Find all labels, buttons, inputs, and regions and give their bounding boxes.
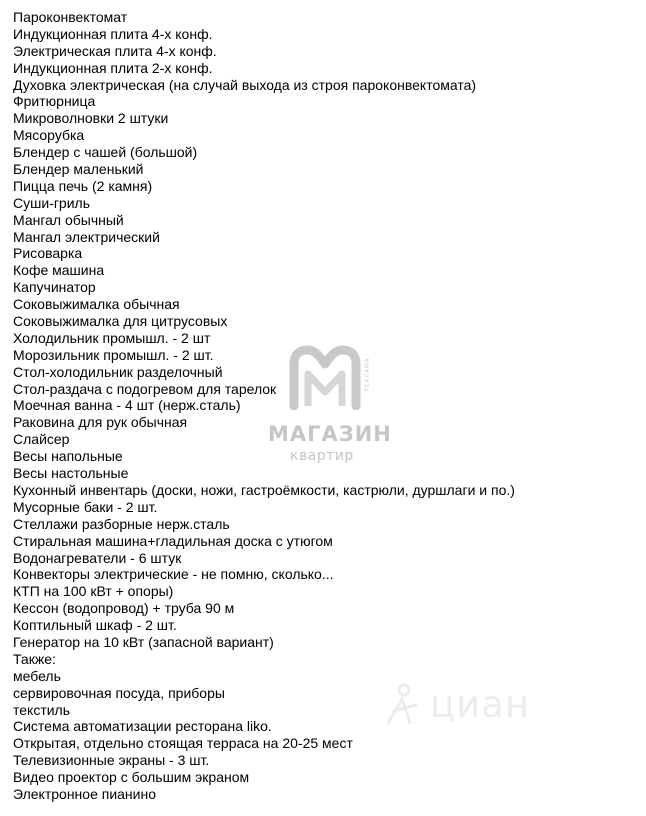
list-item: Стол-холодильник разделочный xyxy=(13,363,223,380)
magazin-sub-text: квартир xyxy=(290,448,354,464)
list-item: Морозильник промышл. - 2 шт. xyxy=(13,346,214,363)
list-item: Индукционная плита 4-х конф. xyxy=(13,25,213,42)
list-item: Кухонный инвентарь (доски, ножи, гастроёмкости, кастрюли, дуршлаги и по.) xyxy=(13,481,515,498)
list-item: Пицца печь (2 камня) xyxy=(13,177,153,194)
cian-text: циан xyxy=(430,683,531,726)
list-item: Микроволновки 2 штуки xyxy=(13,110,169,127)
list-item: Стиральная машина+гладильная доска с утюгом xyxy=(13,532,333,549)
list-item: Кофе машина xyxy=(13,262,105,279)
list-item: Коптильный шкаф - 2 шт. xyxy=(13,617,177,634)
list-item: Суши-гриль xyxy=(13,194,90,211)
list-item: Водонагреватели - 6 штук xyxy=(13,549,182,566)
magazin-brand-text: МАГАЗИН xyxy=(268,422,392,446)
list-item: Открытая, отдельно стоящая терраса на 20-25 мест xyxy=(13,735,353,752)
list-item: КТП на 100 кВт + опоры) xyxy=(13,583,174,600)
list-item: Духовка электрическая (на случай выхода из строя пароконвектомата) xyxy=(13,76,477,93)
list-item: Стол-раздача с подогревом для тарелок xyxy=(13,380,277,397)
list-item: Капучинатор xyxy=(13,279,96,296)
list-item: Блендер маленький xyxy=(13,161,144,178)
equipment-list xyxy=(13,9,515,803)
list-item: Слайсер xyxy=(13,431,70,448)
list-item: Мусорные баки - 2 шт. xyxy=(13,498,158,515)
list-item: Телевизионные экраны - 3 шт. xyxy=(13,752,210,769)
list-item: сервировочная посуда, приборы xyxy=(13,684,225,701)
list-item: Электрическая плита 4-х конф. xyxy=(13,42,217,59)
list-item: Электронное пианино xyxy=(13,785,157,802)
list-item: Холодильник промышл. - 2 шт xyxy=(13,329,211,346)
list-item: Рисоварка xyxy=(13,245,83,262)
list-item: Соковыжималка обычная xyxy=(13,296,180,313)
list-item: Генератор на 10 кВт (запасной вариант) xyxy=(13,633,274,650)
list-item: Система автоматизации ресторана liko. xyxy=(13,718,272,735)
list-item: Видео проектор с большим экраном xyxy=(13,769,250,786)
list-item: Конвекторы электрические - не помню, сколько... xyxy=(13,566,334,583)
list-item: Кессон (водопровод) + труба 90 м xyxy=(13,600,235,617)
list-item: Мангал обычный xyxy=(13,211,124,228)
list-item: Также: xyxy=(13,650,56,667)
list-item: Фритюрница xyxy=(13,93,96,110)
list-item: Раковина для рук обычная xyxy=(13,414,188,431)
list-item: Блендер с чашей (большой) xyxy=(13,144,198,161)
list-item: Стеллажи разборные нерж.сталь xyxy=(13,515,230,532)
list-item: текстиль xyxy=(13,701,71,718)
list-item: Соковыжималка для цитрусовых xyxy=(13,313,228,330)
list-item: мебель xyxy=(13,667,61,684)
list-item: Индукционная плита 2-х конф. xyxy=(13,59,213,76)
list-item: Пароконвектомат xyxy=(13,9,128,25)
list-item: Мангал электрический xyxy=(13,228,160,245)
list-item: Весы настольные xyxy=(13,465,129,482)
list-item: Весы напольные xyxy=(13,448,123,465)
ad-vertical-label: РЕКЛАМА xyxy=(364,358,371,392)
list-item: Моечная ванна - 4 шт (нерж.сталь) xyxy=(13,397,241,414)
list-item: Мясорубка xyxy=(13,127,85,144)
